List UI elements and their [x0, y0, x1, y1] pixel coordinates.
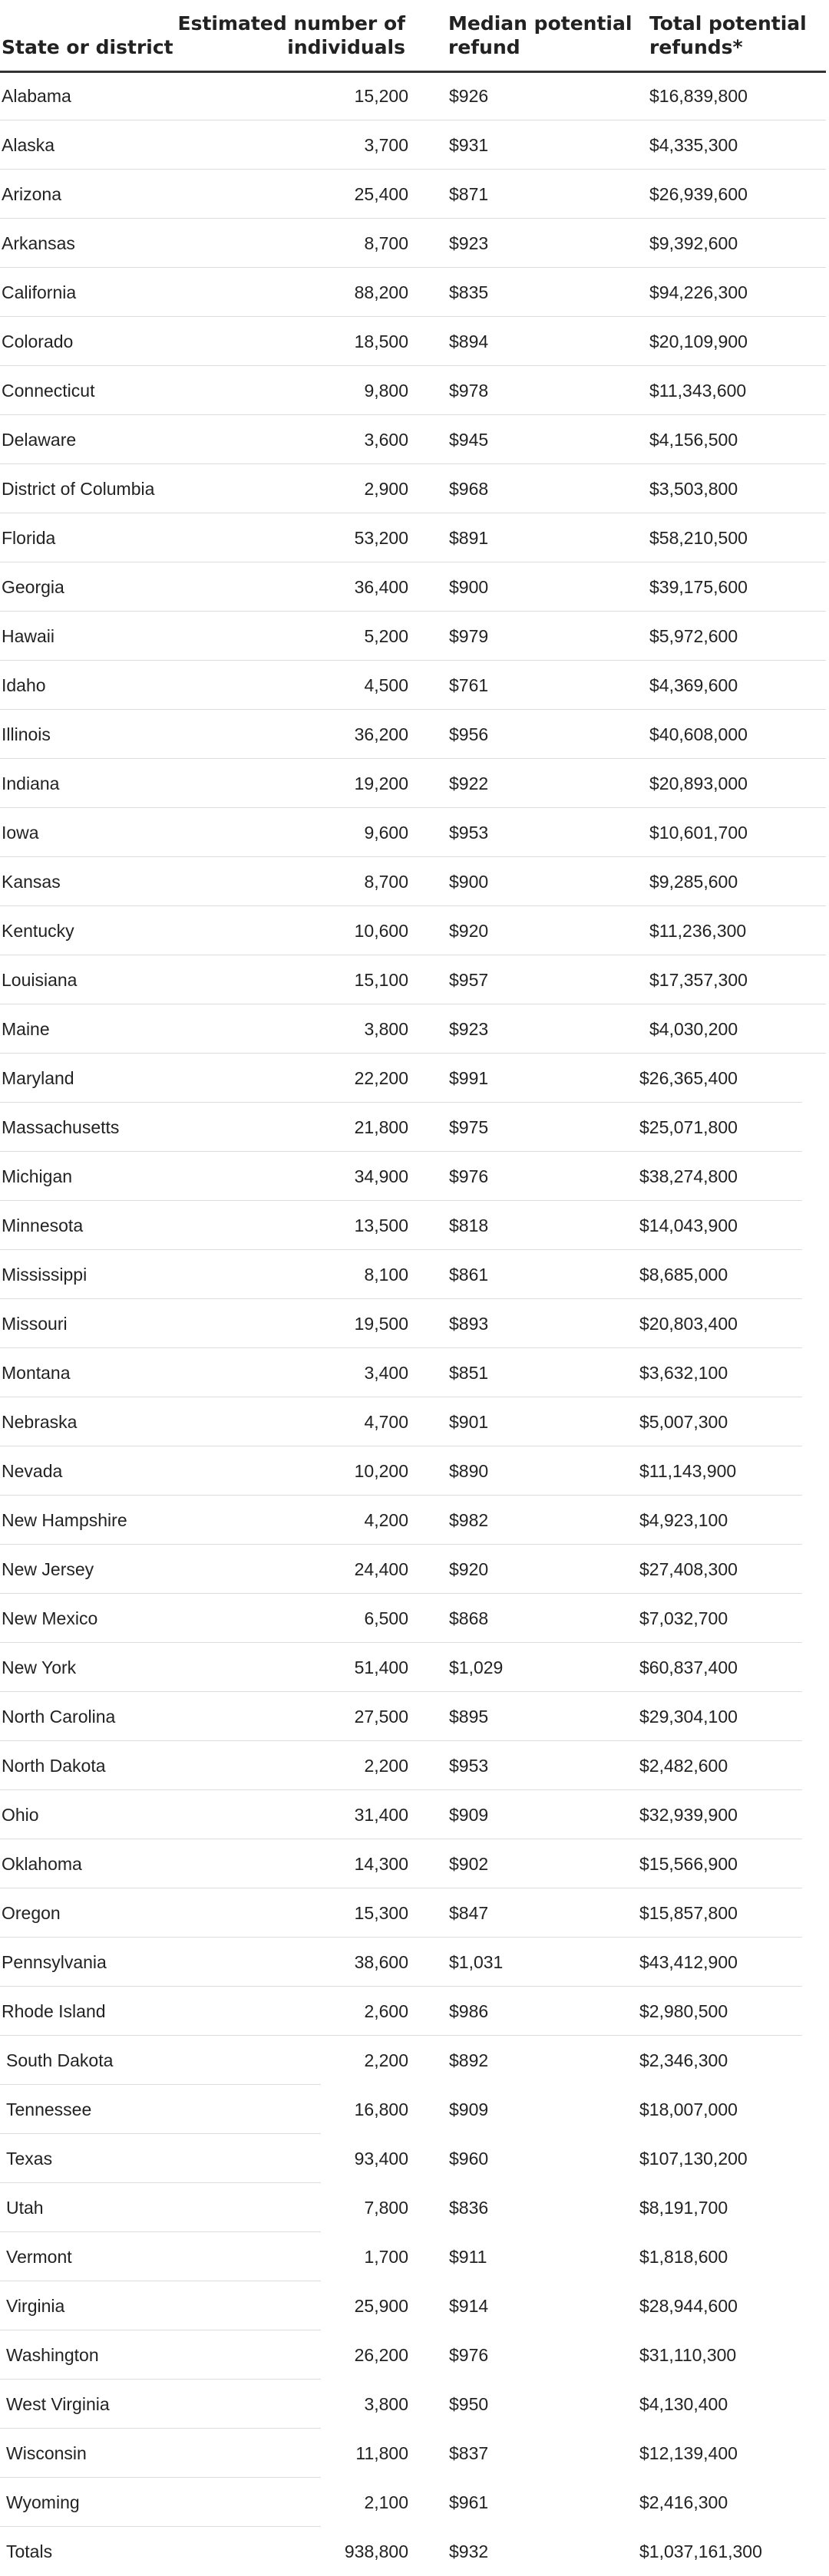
median-refund-cell: $953	[449, 1756, 489, 1776]
individuals-cell: 22,200	[354, 1068, 408, 1088]
table-row	[0, 857, 826, 906]
total-refunds-cell: $2,482,600	[639, 1756, 728, 1776]
median-refund-cell: $868	[449, 1608, 489, 1628]
total-refunds-cell: $10,601,700	[649, 823, 748, 843]
individuals-cell: 27,500	[354, 1707, 408, 1727]
total-refunds-cell: $28,944,600	[639, 2296, 738, 2316]
total-refunds-cell: $9,285,600	[649, 872, 738, 892]
median-refund-cell: $761	[449, 675, 489, 695]
state-cell: Massachusetts	[2, 1117, 120, 1137]
total-refunds-cell: $43,412,900	[639, 1952, 738, 1972]
individuals-cell: 1,700	[364, 2247, 408, 2267]
table-row	[0, 464, 826, 513]
table-row	[0, 1250, 826, 1299]
individuals-cell: 51,400	[354, 1657, 408, 1677]
total-refunds-cell: $4,156,500	[649, 430, 738, 450]
total-refunds-cell: $5,007,300	[639, 1412, 728, 1432]
table-row	[0, 120, 826, 170]
total-refunds-cell: $16,839,800	[649, 86, 748, 106]
table-row	[0, 317, 826, 366]
total-refunds-cell: $7,032,700	[639, 1608, 728, 1628]
median-refund-cell: $976	[449, 1166, 489, 1186]
table-row	[0, 415, 826, 464]
median-refund-cell: $851	[449, 1363, 489, 1383]
median-refund-cell: $890	[449, 1461, 489, 1481]
state-cell: New Hampshire	[2, 1510, 127, 1530]
state-cell: New Jersey	[2, 1559, 94, 1579]
state-cell: Texas	[6, 2149, 53, 2169]
individuals-cell: 5,200	[364, 626, 408, 646]
median-refund-cell: $894	[449, 331, 489, 351]
median-refund-cell: $837	[449, 2443, 489, 2463]
table-row	[0, 1839, 826, 1888]
median-refund-cell: $978	[449, 381, 489, 401]
individuals-cell: 3,800	[364, 1019, 408, 1039]
table-row	[0, 1692, 826, 1741]
individuals-cell: 3,800	[364, 2394, 408, 2414]
individuals-cell: 4,200	[364, 1510, 408, 1530]
median-refund-cell: $991	[449, 1068, 489, 1088]
median-refund-cell: $960	[449, 2149, 489, 2169]
individuals-cell: 16,800	[354, 2099, 408, 2119]
median-refund-cell: $900	[449, 872, 489, 892]
table-row	[0, 1888, 826, 1938]
state-cell: Ohio	[2, 1805, 39, 1825]
individuals-cell: 6,500	[364, 1608, 408, 1628]
individuals-cell: 15,300	[354, 1903, 408, 1923]
individuals-cell: 26,200	[354, 2345, 408, 2365]
total-refunds-cell: $1,818,600	[639, 2247, 728, 2267]
median-refund-cell: $982	[449, 1510, 489, 1530]
state-cell: Maine	[2, 1019, 50, 1039]
median-refund-cell: $909	[449, 1805, 489, 1825]
table-row	[0, 1545, 826, 1594]
table-row	[0, 1741, 826, 1790]
total-refunds-cell: $4,369,600	[649, 675, 738, 695]
median-refund-cell: $945	[449, 430, 489, 450]
individuals-cell: 4,700	[364, 1412, 408, 1432]
total-refunds-cell: $8,191,700	[639, 2198, 728, 2218]
table-row	[0, 1643, 826, 1692]
total-refunds-cell: $4,030,200	[649, 1019, 738, 1039]
median-refund-cell: $986	[449, 2001, 489, 2021]
individuals-cell: 3,600	[364, 430, 408, 450]
total-refunds-cell: $15,566,900	[639, 1854, 738, 1874]
state-cell: Maryland	[2, 1068, 74, 1088]
table-row	[0, 562, 826, 612]
table-row	[0, 268, 826, 317]
state-cell: Alaska	[2, 135, 55, 155]
total-refunds-cell: $18,007,000	[639, 2099, 738, 2119]
total-refunds-cell: $3,503,800	[649, 479, 738, 499]
median-refund-cell: $892	[449, 2050, 489, 2070]
header-median-refund: Median potential refund	[448, 12, 632, 58]
table-row	[0, 1201, 826, 1250]
table-row	[0, 2183, 826, 2232]
median-refund-cell: $909	[449, 2099, 489, 2119]
individuals-cell: 38,600	[354, 1952, 408, 1972]
individuals-cell: 7,800	[364, 2198, 408, 2218]
total-refunds-cell: $39,175,600	[649, 577, 748, 597]
state-cell: Nebraska	[2, 1412, 78, 1432]
median-refund-cell: $920	[449, 921, 489, 941]
median-refund-cell: $835	[449, 282, 489, 302]
totals-label: Totals	[6, 2541, 53, 2561]
table-row	[0, 710, 826, 759]
median-refund-cell: $1,031	[449, 1952, 504, 1972]
individuals-cell: 36,200	[354, 724, 408, 744]
median-refund-cell: $902	[449, 1854, 489, 1874]
median-refund-cell: $914	[449, 2296, 489, 2316]
total-refunds-cell: $4,335,300	[649, 135, 738, 155]
table-row	[0, 2232, 826, 2281]
individuals-cell: 24,400	[354, 1559, 408, 1579]
total-refunds-cell: $94,226,300	[649, 282, 748, 302]
individuals-cell: 19,500	[354, 1314, 408, 1334]
individuals-cell: 8,700	[364, 233, 408, 253]
total-refunds-cell: $40,608,000	[649, 724, 748, 744]
median-refund-cell: $923	[449, 1019, 489, 1039]
total-refunds-cell: $8,685,000	[639, 1265, 728, 1285]
state-cell: Virginia	[6, 2296, 65, 2316]
state-cell: Tennessee	[6, 2099, 92, 2119]
total-refunds-cell: $11,343,600	[649, 381, 747, 401]
table-row	[0, 1446, 826, 1496]
table-row	[0, 71, 826, 120]
total-refunds-cell: $11,236,300	[649, 921, 747, 941]
state-cell: Illinois	[2, 724, 51, 744]
state-cell: District of Columbia	[2, 479, 155, 499]
individuals-cell: 2,200	[364, 2050, 408, 2070]
table-row	[0, 2281, 826, 2330]
state-cell: Indiana	[2, 773, 60, 793]
state-cell: Colorado	[2, 331, 74, 351]
individuals-cell: 2,900	[364, 479, 408, 499]
table-row	[0, 612, 826, 661]
table-row	[0, 1004, 826, 1054]
median-refund-cell: $901	[449, 1412, 489, 1432]
table-row	[0, 2330, 826, 2380]
state-cell: Oklahoma	[2, 1854, 82, 1874]
total-refunds-cell: $26,365,400	[639, 1068, 738, 1088]
state-cell: Rhode Island	[2, 2001, 106, 2021]
median-refund-cell: $953	[449, 823, 489, 843]
total-refunds-cell: $9,392,600	[649, 233, 738, 253]
total-refunds-cell: $26,939,600	[649, 184, 748, 204]
state-cell: Connecticut	[2, 381, 95, 401]
table-row	[0, 170, 826, 219]
individuals-cell: 4,500	[364, 675, 408, 695]
table-row	[0, 2036, 826, 2085]
median-refund-cell: $895	[449, 1707, 489, 1727]
median-refund-cell: $1,029	[449, 1657, 504, 1677]
individuals-cell: 9,800	[364, 381, 408, 401]
state-cell: Vermont	[6, 2247, 72, 2267]
median-refund-cell: $891	[449, 528, 489, 548]
table-row	[0, 1987, 826, 2036]
total-refunds-cell: $60,837,400	[639, 1657, 738, 1677]
individuals-cell: 8,100	[364, 1265, 408, 1285]
table-row	[0, 1496, 826, 1545]
individuals-cell: 11,800	[355, 2443, 408, 2463]
state-cell: New Mexico	[2, 1608, 98, 1628]
median-refund-cell: $923	[449, 233, 489, 253]
table-row	[0, 2085, 826, 2134]
individuals-cell: 9,600	[364, 823, 408, 843]
state-cell: Montana	[2, 1363, 71, 1383]
state-cell: New York	[2, 1657, 77, 1677]
median-refund-cell: $956	[449, 724, 489, 744]
state-cell: Kentucky	[2, 921, 74, 941]
total-refunds-cell: $2,346,300	[639, 2050, 728, 2070]
median-refund-cell: $926	[449, 86, 489, 106]
state-cell: Wyoming	[6, 2492, 80, 2512]
individuals-cell: 88,200	[354, 282, 408, 302]
total-refunds-cell: $31,110,300	[639, 2345, 737, 2365]
state-cell: Florida	[2, 528, 56, 548]
table-row	[0, 808, 826, 857]
state-cell: Utah	[6, 2198, 44, 2218]
median-refund-cell: $893	[449, 1314, 489, 1334]
table-row	[0, 2478, 826, 2527]
total-refunds-cell: $17,357,300	[649, 970, 748, 990]
median-refund-cell: $976	[449, 2345, 489, 2365]
state-cell: Oregon	[2, 1903, 61, 1923]
total-refunds-cell: $2,416,300	[639, 2492, 728, 2512]
median-refund-cell: $900	[449, 577, 489, 597]
total-refunds-cell: $20,109,900	[649, 331, 748, 351]
state-cell: Idaho	[2, 675, 46, 695]
table-header	[0, 0, 826, 73]
total-refunds-cell: $27,408,300	[639, 1559, 738, 1579]
median-refund-cell: $957	[449, 970, 489, 990]
state-cell: Minnesota	[2, 1215, 84, 1235]
state-cell: West Virginia	[6, 2394, 110, 2414]
individuals-cell: 93,400	[354, 2149, 408, 2169]
median-refund-cell: $920	[449, 1559, 489, 1579]
state-cell: Iowa	[2, 823, 39, 843]
median-refund-cell: $861	[449, 1265, 489, 1285]
total-refunds-cell: $1,037,161,300	[639, 2541, 762, 2561]
state-cell: Pennsylvania	[2, 1952, 107, 1972]
total-refunds-cell: $32,939,900	[639, 1805, 738, 1825]
state-cell: North Carolina	[2, 1707, 116, 1727]
state-cell: Washington	[6, 2345, 99, 2365]
total-refunds-cell: $5,972,600	[649, 626, 738, 646]
state-cell: Delaware	[2, 430, 77, 450]
individuals-cell: 19,200	[354, 773, 408, 793]
individuals-cell: 10,600	[354, 921, 408, 941]
total-refunds-cell: $38,274,800	[639, 1166, 738, 1186]
total-refunds-cell: $4,923,100	[639, 1510, 728, 1530]
median-refund-cell: $847	[449, 1903, 489, 1923]
total-refunds-cell: $29,304,100	[639, 1707, 738, 1727]
table-row	[0, 2380, 826, 2429]
individuals-cell: 2,200	[364, 1756, 408, 1776]
individuals-cell: 25,400	[354, 184, 408, 204]
median-refund-cell: $818	[449, 1215, 489, 1235]
table-row	[0, 955, 826, 1004]
table-row	[0, 1397, 826, 1446]
total-refunds-cell: $14,043,900	[639, 1215, 738, 1235]
table-row	[0, 1103, 826, 1152]
table-row	[0, 513, 826, 562]
individuals-cell: 10,200	[354, 1461, 408, 1481]
median-refund-cell: $871	[449, 184, 489, 204]
individuals-cell: 31,400	[354, 1805, 408, 1825]
total-refunds-cell: $3,632,100	[639, 1363, 728, 1383]
median-refund-cell: $911	[449, 2247, 487, 2267]
individuals-cell: 53,200	[354, 528, 408, 548]
total-refunds-cell: $15,857,800	[639, 1903, 738, 1923]
individuals-cell: 3,700	[364, 135, 408, 155]
total-refunds-cell: $25,071,800	[639, 1117, 738, 1137]
table-row	[0, 1348, 826, 1397]
state-cell: Arizona	[2, 184, 61, 204]
individuals-cell: 13,500	[354, 1215, 408, 1235]
state-cell: Hawaii	[2, 626, 55, 646]
table-row	[0, 1054, 826, 1103]
header-individuals: Estimated number of individuals	[177, 12, 405, 58]
median-refund-cell: $922	[449, 773, 489, 793]
state-cell: Georgia	[2, 577, 64, 597]
total-refunds-cell: $107,130,200	[639, 2149, 748, 2169]
table-row	[0, 661, 826, 710]
state-cell: Michigan	[2, 1166, 73, 1186]
table-row	[0, 759, 826, 808]
total-refunds-cell: $58,210,500	[649, 528, 748, 548]
individuals-cell: 18,500	[354, 331, 408, 351]
table-row	[0, 1152, 826, 1201]
table-row	[0, 1790, 826, 1839]
table-row	[0, 2134, 826, 2183]
state-cell: Louisiana	[2, 970, 78, 990]
header-total-refunds: Total potential refunds*	[649, 12, 807, 58]
state-cell: Alabama	[2, 86, 71, 106]
table-row	[0, 2429, 826, 2478]
table-row	[0, 1594, 826, 1643]
individuals-cell: 938,800	[344, 2541, 408, 2561]
table-row	[0, 906, 826, 955]
header-state: State or district	[2, 36, 173, 58]
individuals-cell: 15,200	[354, 86, 408, 106]
total-refunds-cell: $20,893,000	[649, 773, 748, 793]
individuals-cell: 8,700	[364, 872, 408, 892]
state-cell: North Dakota	[2, 1756, 106, 1776]
table-row	[0, 219, 826, 268]
totals-row	[0, 2527, 826, 2576]
individuals-cell: 3,400	[364, 1363, 408, 1383]
median-refund-cell: $975	[449, 1117, 489, 1137]
individuals-cell: 15,100	[354, 970, 408, 990]
table-row	[0, 1938, 826, 1987]
state-cell: Nevada	[2, 1461, 63, 1481]
total-refunds-cell: $12,139,400	[639, 2443, 738, 2463]
state-cell: Arkansas	[2, 233, 75, 253]
median-refund-cell: $931	[449, 135, 489, 155]
table-row	[0, 366, 826, 415]
state-cell: Kansas	[2, 872, 61, 892]
table-row	[0, 1299, 826, 1348]
individuals-cell: 14,300	[354, 1854, 408, 1874]
median-refund-cell: $950	[449, 2394, 489, 2414]
individuals-cell: 25,900	[354, 2296, 408, 2316]
state-cell: Missouri	[2, 1314, 68, 1334]
individuals-cell: 36,400	[354, 577, 408, 597]
state-cell: Wisconsin	[6, 2443, 87, 2463]
median-refund-cell: $932	[449, 2541, 489, 2561]
total-refunds-cell: $20,803,400	[639, 1314, 738, 1334]
median-refund-cell: $836	[449, 2198, 489, 2218]
individuals-cell: 21,800	[354, 1117, 408, 1137]
individuals-cell: 2,600	[364, 2001, 408, 2021]
individuals-cell: 2,100	[364, 2492, 408, 2512]
state-cell: Mississippi	[2, 1265, 88, 1285]
total-refunds-cell: $11,143,900	[639, 1461, 737, 1481]
state-cell: South Dakota	[6, 2050, 114, 2070]
total-refunds-cell: $2,980,500	[639, 2001, 728, 2021]
median-refund-cell: $979	[449, 626, 489, 646]
individuals-cell: 34,900	[354, 1166, 408, 1186]
median-refund-cell: $961	[449, 2492, 489, 2512]
median-refund-cell: $968	[449, 479, 489, 499]
state-cell: California	[2, 282, 77, 302]
total-refunds-cell: $4,130,400	[639, 2394, 728, 2414]
